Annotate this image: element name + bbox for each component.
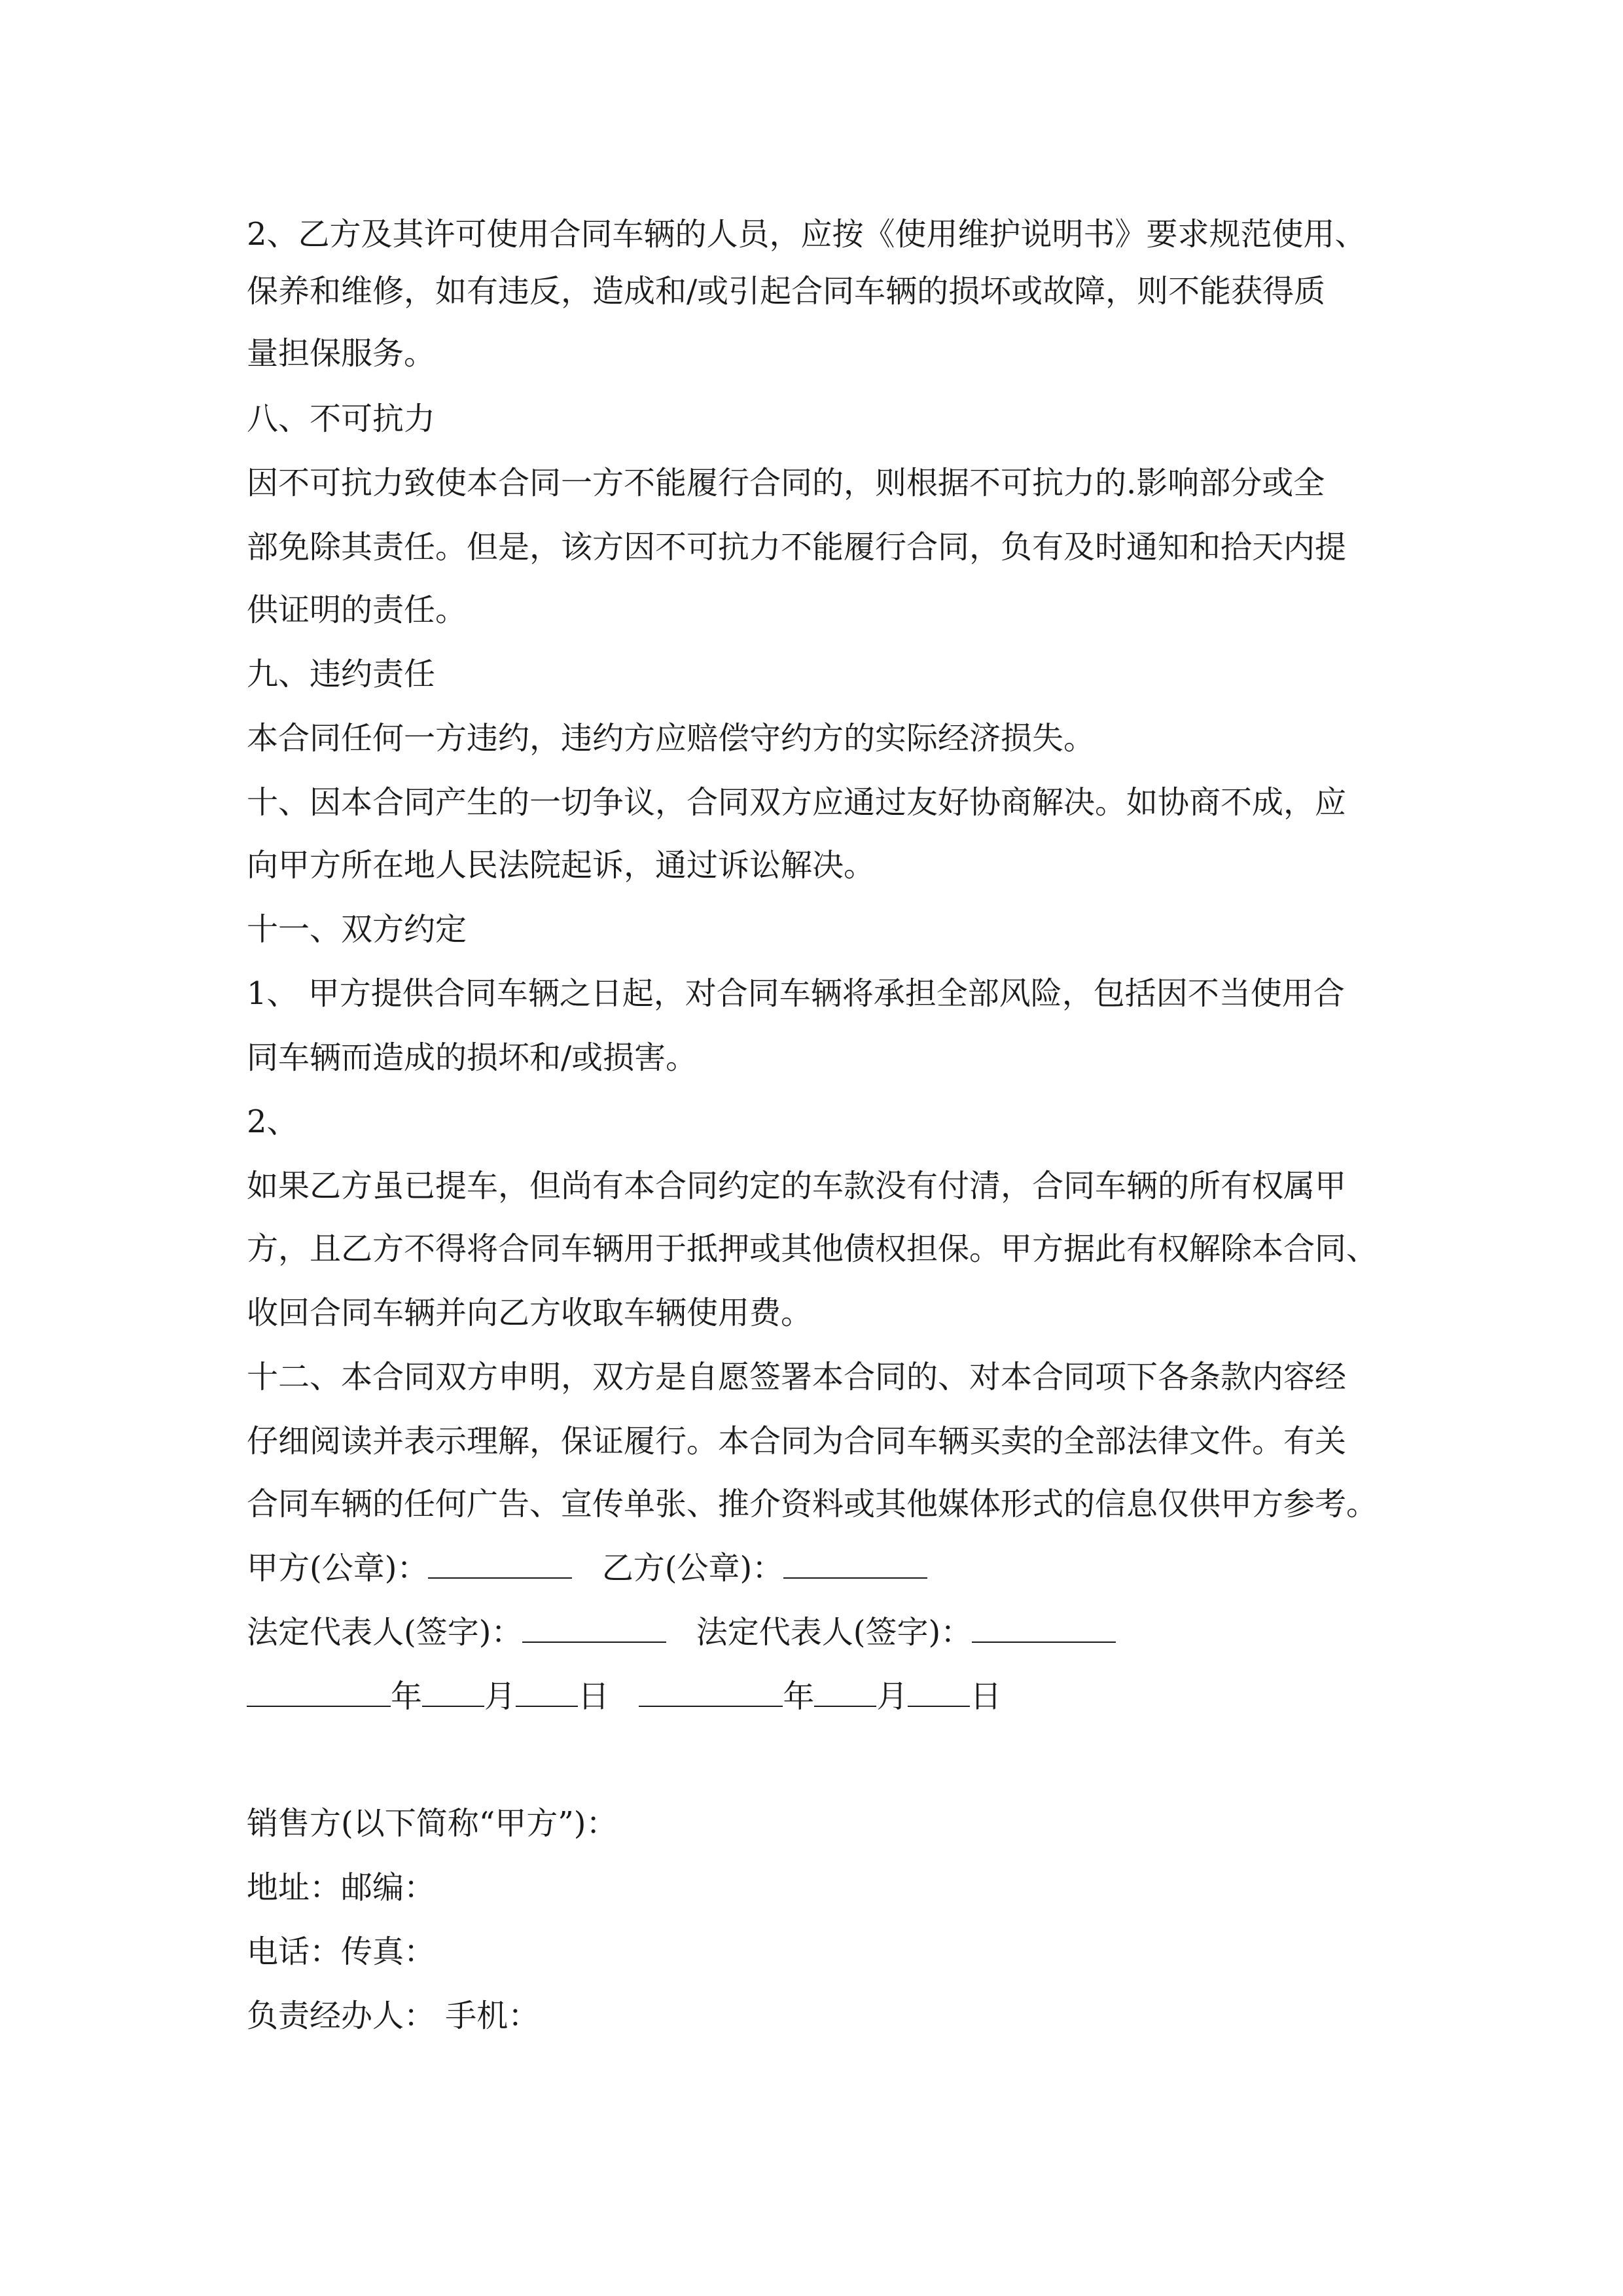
seller-contact: 负责经办人： 手机： bbox=[247, 1998, 540, 2034]
rep-a-blank[interactable] bbox=[522, 1613, 666, 1643]
rep-a-label: 法定代表人(签字)： bbox=[247, 1614, 523, 1651]
section-11-2-line-3: 收回合同车辆并向乙方收取车辆使用费。 bbox=[247, 1295, 813, 1331]
section-8-heading: 八、不可抗力 bbox=[247, 401, 436, 437]
section-12-line-2: 仔细阅读并表示理解，保证履行。本合同为合同车辆买卖的全部法律文件。有关 bbox=[247, 1423, 1347, 1460]
section-8-line-1: 因不可抗力致使本合同一方不能履行合同的，则根据不可抗力的.影响部分或全 bbox=[247, 465, 1325, 501]
section-11-1-line-2: 同车辆而造成的损坏和/或损害。 bbox=[247, 1039, 698, 1076]
section-11-1-line-1: 1、 甲方提供合同车辆之日起，对合同车辆将承担全部风险，包括因不当使用合 bbox=[247, 975, 1345, 1012]
section-9-heading: 九、违约责任 bbox=[247, 656, 436, 692]
section-11-heading: 十一、双方约定 bbox=[247, 911, 467, 948]
date-a-month-blank[interactable] bbox=[422, 1677, 484, 1707]
date-a-day-label: 日 bbox=[578, 1678, 610, 1715]
seller-phone: 电话：传真： bbox=[247, 1933, 436, 1970]
clause-7-2-line-3: 量担保服务。 bbox=[247, 335, 436, 372]
date-line bbox=[247, 1677, 1001, 1716]
section-11-2-line-1: 如果乙方虽已提车，但尚有本合同约定的车款没有付清，合同车辆的所有权属甲 bbox=[247, 1168, 1347, 1204]
seal-line bbox=[247, 1549, 927, 1588]
date-a-day-blank[interactable] bbox=[516, 1677, 578, 1707]
section-10-line-2: 向甲方所在地人民法院起诉，通过诉讼解决。 bbox=[247, 847, 876, 884]
section-12-line-1: 十二、本合同双方申明，双方是自愿签署本合同的、对本合同项下各条款内容经 bbox=[247, 1359, 1347, 1395]
date-b-day-label: 日 bbox=[970, 1678, 1002, 1715]
section-8-line-2: 部免除其责任。但是，该方因不可抗力不能履行合同，负有及时通知和拾天内提 bbox=[247, 529, 1347, 565]
clause-7-2-line-1: 2、乙方及其许可使用合同车辆的人员，应按《使用维护说明书》要求规范使用、 bbox=[247, 216, 1366, 253]
party-a-seal-blank[interactable] bbox=[428, 1549, 572, 1579]
representative-line bbox=[247, 1613, 1116, 1652]
date-a-year-label: 年 bbox=[391, 1678, 423, 1715]
party-b-seal-blank[interactable] bbox=[783, 1549, 927, 1579]
section-12-line-3: 合同车辆的任何广告、宣传单张、推介资料或其他媒体形式的信息仅供甲方参考。 bbox=[247, 1486, 1378, 1522]
clause-7-2-line-2: 保养和维修，如有违反，造成和/或引起合同车辆的损坏或故障，则不能获得质 bbox=[247, 273, 1326, 310]
rep-b-label: 法定代表人(签字)： bbox=[696, 1614, 972, 1651]
date-b-year-blank[interactable] bbox=[639, 1677, 783, 1707]
rep-b-blank[interactable] bbox=[972, 1613, 1116, 1643]
date-a-month-label: 月 bbox=[484, 1678, 516, 1715]
section-11-2-number: 2、 bbox=[247, 1103, 298, 1140]
date-b-month-blank[interactable] bbox=[814, 1677, 876, 1707]
section-11-2-line-2: 方，且乙方不得将合同车辆用于抵押或其他债权担保。甲方据此有权解除本合同、 bbox=[247, 1230, 1378, 1267]
seller-address: 地址：邮编： bbox=[247, 1869, 436, 1906]
seller-title: 销售方(以下简称“甲方”)： bbox=[247, 1805, 618, 1842]
party-a-seal-label: 甲方(公章)： bbox=[247, 1550, 429, 1587]
date-b-day-blank[interactable] bbox=[908, 1677, 970, 1707]
section-10-line-1: 十、因本合同产生的一切争议，合同双方应通过友好协商解决。如协商不成，应 bbox=[247, 784, 1347, 821]
section-9-line-1: 本合同任何一方违约，违约方应赔偿守约方的实际经济损失。 bbox=[247, 720, 1096, 757]
date-a-year-blank[interactable] bbox=[247, 1677, 391, 1707]
section-8-line-3: 供证明的责任。 bbox=[247, 592, 467, 628]
party-b-seal-label: 乙方(公章)： bbox=[601, 1550, 784, 1587]
date-b-month-label: 月 bbox=[876, 1678, 908, 1715]
date-b-year-label: 年 bbox=[783, 1678, 815, 1715]
